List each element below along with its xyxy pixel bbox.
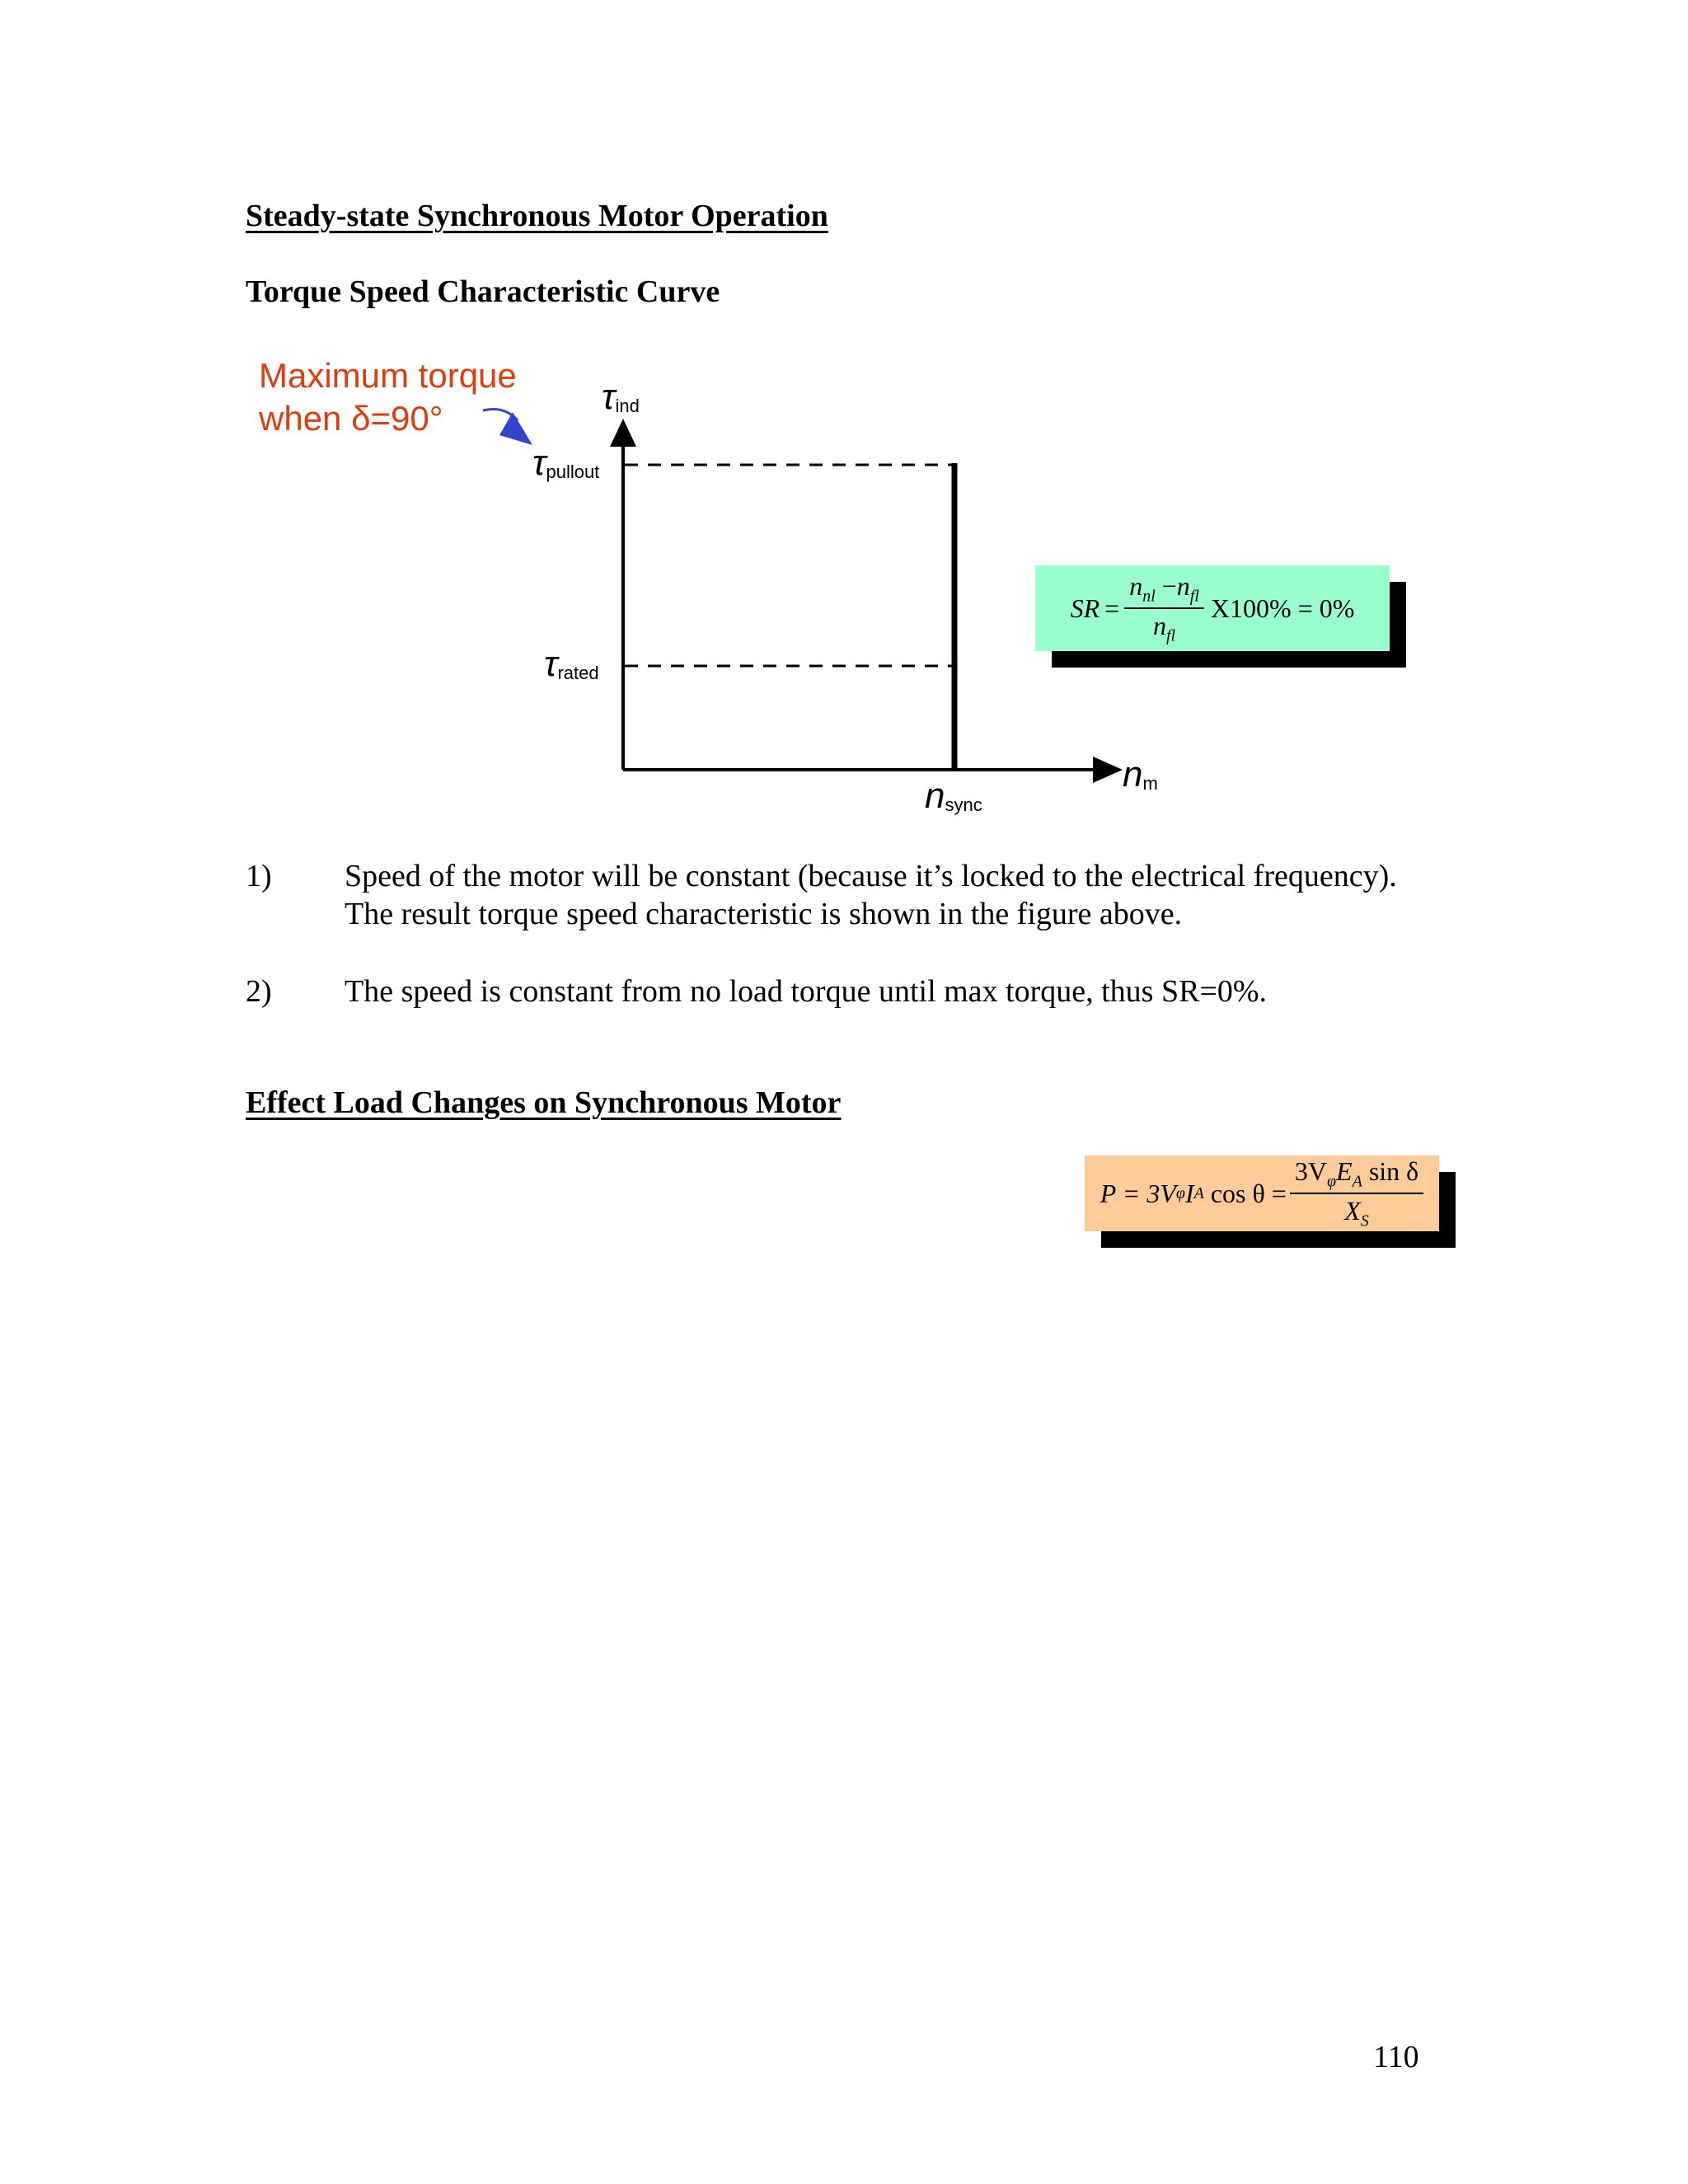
sr-n-fl: n (1176, 570, 1190, 601)
y-axis-symbol: τ (602, 377, 616, 417)
list-item-1-text: Speed of the motor will be constant (because it’s locked to the electrical frequency). The result torque speed characteristic is shown in the figure above. (345, 859, 1397, 931)
section-heading-steady-state: Steady-state Synchronous Motor Operation (246, 199, 828, 233)
sr-fl-sub: fl (1189, 587, 1199, 605)
y-axis-label (602, 379, 640, 415)
pullout-torque-label (532, 445, 599, 481)
section-heading-load-changes: Effect Load Changes on Synchronous Motor (246, 1085, 842, 1120)
p-den-x: X (1344, 1196, 1361, 1226)
sr-lhs: SR (1070, 593, 1100, 623)
p-num-phi: φ (1326, 1172, 1337, 1190)
x-axis-subscript: m (1142, 773, 1158, 794)
rated-torque-label (544, 646, 599, 682)
p-num-e: E (1336, 1155, 1353, 1186)
p-numerator (1290, 1156, 1423, 1194)
y-axis-arrowhead-icon (610, 419, 636, 447)
x-axis-symbol: n (1123, 754, 1143, 794)
sr-nl-sub: nl (1142, 587, 1156, 605)
callout-line-2: when δ=90° (259, 399, 443, 438)
list-item-2-number: 2) (246, 974, 272, 1009)
callout-line-1: Maximum torque (259, 356, 517, 395)
sr-fraction (1124, 571, 1204, 646)
sr-tail: X100% = 0% (1210, 593, 1355, 623)
sr-minus: − (1161, 570, 1177, 601)
pullout-subscript: pullout (546, 462, 600, 482)
sync-speed-label (925, 778, 982, 814)
sr-equals: = (1104, 593, 1120, 623)
torque-speed-plot (0, 0, 1688, 824)
list-item-1-number: 1) (246, 859, 272, 893)
p-fraction (1290, 1156, 1423, 1231)
sr-den-n: n (1152, 611, 1166, 640)
sr-denominator (1124, 609, 1204, 645)
rated-symbol: τ (544, 644, 558, 684)
p-lhs: P = 3V (1100, 1178, 1176, 1208)
power-equation-box (1085, 1155, 1439, 1231)
sr-equation-box (1035, 565, 1390, 651)
list-item-2-text: The speed is constant from no load torque until max torque, thus SR=0%. (345, 974, 1268, 1009)
x-axis-arrowhead-icon (1093, 757, 1123, 783)
subsection-heading-torque-speed: Torque Speed Characteristic Curve (246, 274, 720, 309)
p-phi: φ (1175, 1183, 1185, 1202)
p-ia-sub: A (1193, 1183, 1204, 1202)
p-num-3v: 3V (1294, 1155, 1327, 1186)
x-axis-label (1123, 754, 1158, 794)
rated-subscript: rated (557, 663, 599, 683)
sr-n-nl: n (1129, 570, 1143, 601)
sr-den-sub: fl (1165, 626, 1176, 645)
p-num-sin: sin δ (1368, 1155, 1419, 1186)
pullout-symbol: τ (532, 443, 546, 483)
sync-subscript: sync (945, 794, 982, 815)
sync-symbol: n (925, 776, 945, 816)
p-num-e-sub: A (1352, 1172, 1362, 1190)
page-number: 110 (1373, 2040, 1419, 2074)
y-axis-subscript: ind (615, 396, 640, 416)
p-cos: cos θ = (1210, 1178, 1287, 1208)
p-den-sub: S (1360, 1212, 1369, 1230)
p-denominator (1290, 1194, 1423, 1230)
sr-numerator (1124, 571, 1204, 609)
p-ia: I (1184, 1178, 1194, 1208)
